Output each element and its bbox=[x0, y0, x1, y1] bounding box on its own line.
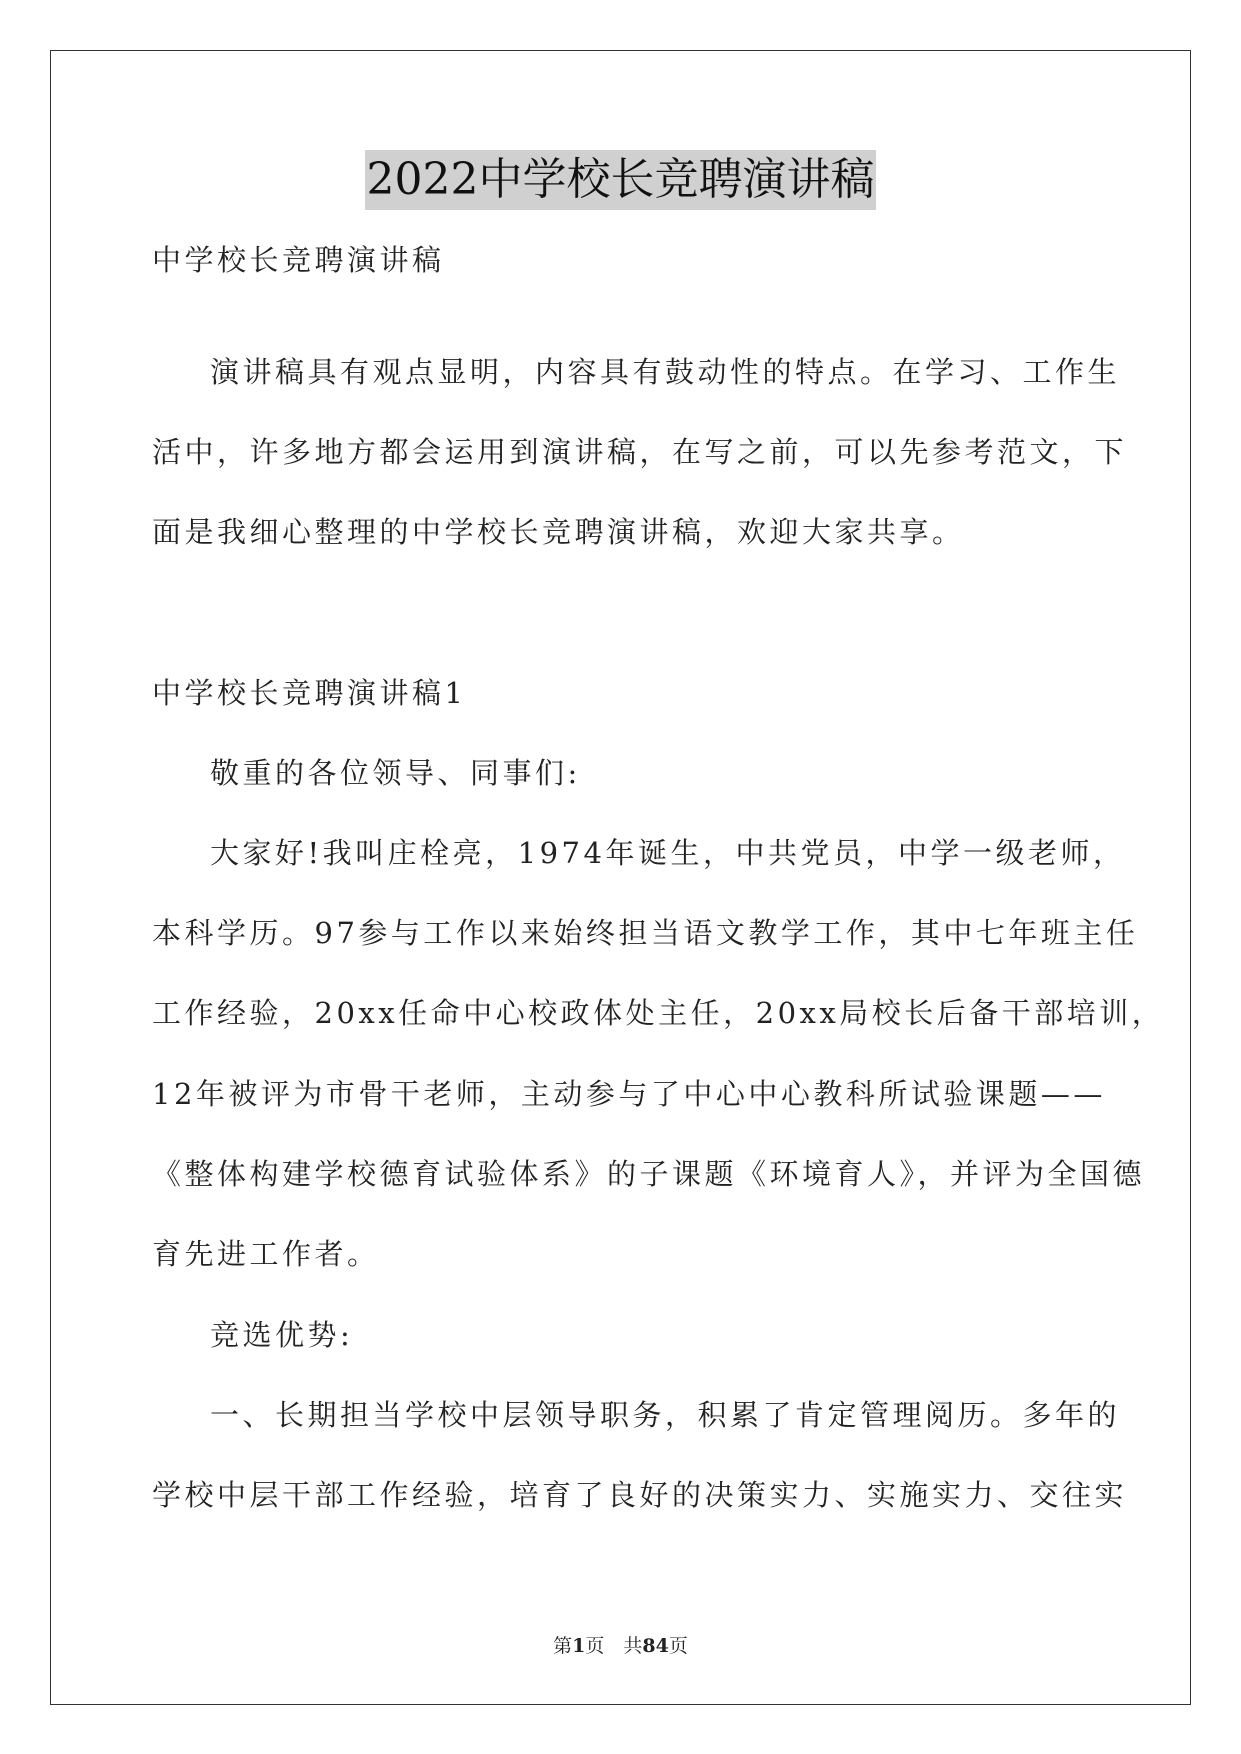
paragraph-line: 工作经验，20xx任命中心校政体处主任，20xx局校长后备干部培训， bbox=[152, 996, 1165, 1030]
document-title: 2022中学校长竞聘演讲稿 bbox=[365, 150, 877, 210]
section-heading: 中学校长竞聘演讲稿 bbox=[152, 243, 445, 277]
paragraph-line: 活中，许多地方都会运用到演讲稿，在写之前，可以先参考范文，下 bbox=[152, 435, 1128, 469]
paragraph-line: 竞选优势: bbox=[210, 1318, 354, 1352]
page-total: 84 bbox=[642, 1635, 669, 1657]
paragraph-line: 敬重的各位领导、同事们: bbox=[210, 756, 581, 790]
paragraph-line: 一、长期担当学校中层领导职务，积累了肯定管理阅历。多年的 bbox=[210, 1398, 1121, 1432]
paragraph-line: 育先进工作者。 bbox=[152, 1237, 380, 1271]
page-current: 1 bbox=[572, 1635, 586, 1657]
paragraph-line: 12年被评为市骨干老师，主动参与了中心中心教科所试验课题—— bbox=[152, 1077, 1106, 1111]
paragraph-line: 本科学历。97参与工作以来始终担当语文教学工作，其中七年班主任 bbox=[152, 916, 1139, 950]
paragraph-line: 大家好!我叫庄栓亮，1974年诞生，中共党员，中学一级老师， bbox=[210, 836, 1126, 870]
page-border bbox=[50, 50, 1191, 1705]
paragraph-line: 面是我细心整理的中学校长竞聘演讲稿，欢迎大家共享。 bbox=[152, 515, 965, 549]
title-wrap bbox=[0, 150, 1241, 210]
page-prefix: 第 bbox=[553, 1635, 573, 1657]
paragraph-line: 学校中层干部工作经验，培育了良好的决策实力、实施实力、交往实 bbox=[152, 1478, 1128, 1512]
page-suffix: 页 bbox=[668, 1635, 688, 1657]
paragraph-line: 演讲稿具有观点显明，内容具有鼓动性的特点。在学习、工作生 bbox=[210, 355, 1121, 389]
section-heading: 中学校长竞聘演讲稿1 bbox=[152, 676, 467, 710]
paragraph-line: 《整体构建学校德育试验体系》的子课题《环境育人》，并评为全国德 bbox=[152, 1157, 1146, 1191]
page-mid: 页 共 bbox=[585, 1635, 643, 1657]
page-footer bbox=[0, 1631, 1241, 1658]
